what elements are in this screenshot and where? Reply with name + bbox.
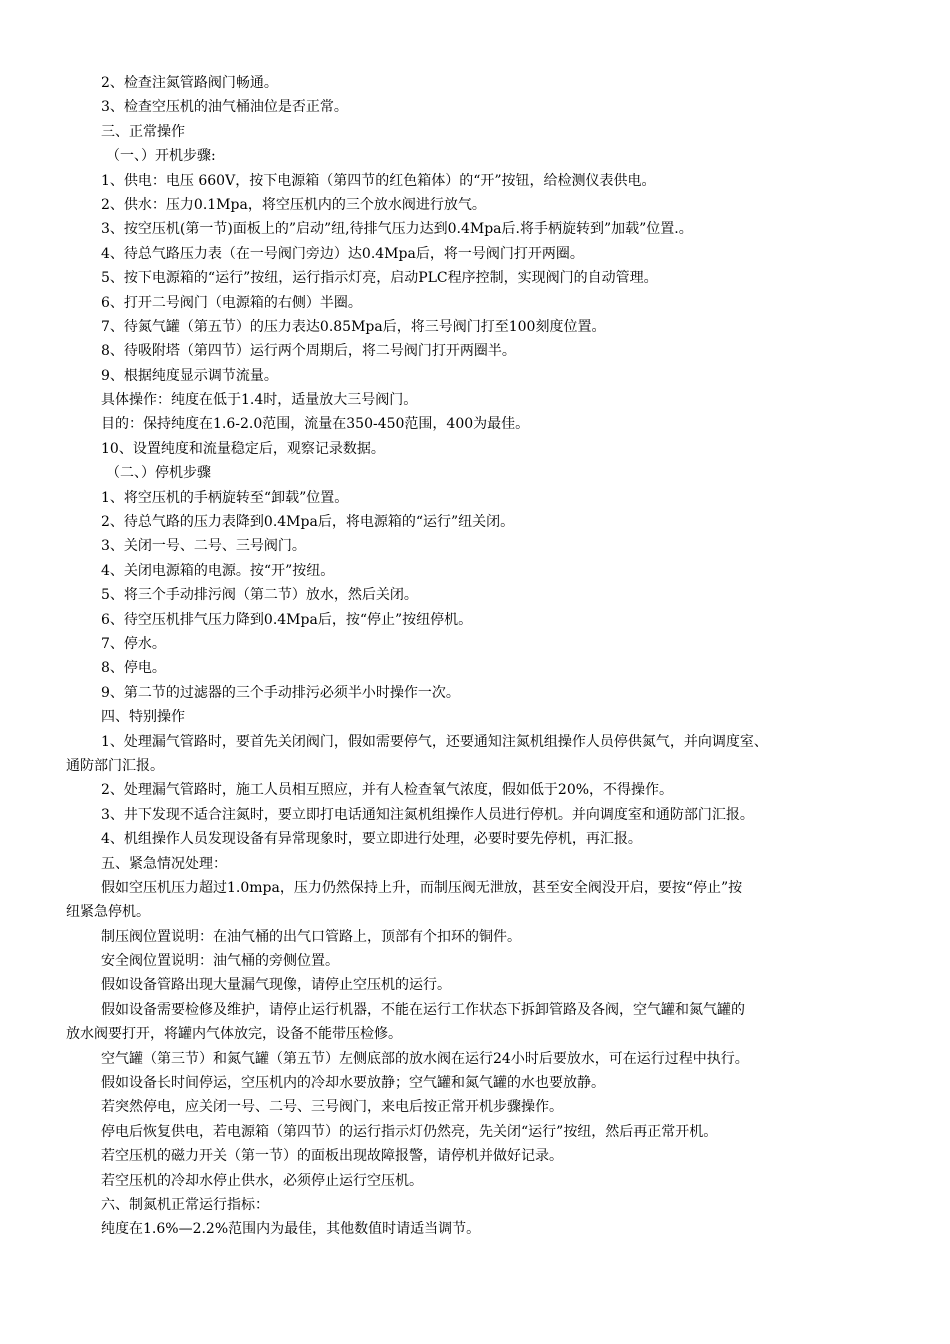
text-line: 6、打开二号阀门（电源箱的右侧）半圈。 xyxy=(101,294,362,311)
text-line: 1、供电：电压 660V，按下电源箱（第四节的红色箱体）的“开”按钮，给检测仪表供电。 xyxy=(101,172,656,189)
text-line: 2、待总气路的压力表降到0.4Mpa后，将电源箱的“运行”纽关闭。 xyxy=(101,514,515,531)
text-line: 3、关闭一号、二号、三号阀门。 xyxy=(101,538,306,555)
text-line: 10、设置纯度和流量稳定后，观察记录数据。 xyxy=(101,440,385,457)
text-line: 目的：保持纯度在1.6-2.0范围，流量在350-450范围，400为最佳。 xyxy=(101,416,530,433)
section-heading: 三、正常操作 xyxy=(101,123,185,140)
text-line: 通防部门汇报。 xyxy=(66,757,164,774)
text-line: 4、机组操作人员发现设备有异常现象时，要立即进行处理，必要时要先停机，再汇报。 xyxy=(101,831,642,848)
text-line: 3、按空压机(第一节)面板上的”启动”纽,待排气压力达到0.4Mpa后.将手柄旋转到”加载”位置.。 xyxy=(101,221,693,238)
text-line: 8、待吸附塔（第四节）运行两个周期后，将二号阀门打开两圈半。 xyxy=(101,343,516,360)
text-line: 安全阀位置说明：油气桶的旁侧位置。 xyxy=(101,953,339,970)
text-line: 纯度在1.6%—2.2%范围内为最佳，其他数值时请适当调节。 xyxy=(101,1221,481,1238)
subsection-heading: （二、）停机步骤 xyxy=(106,465,211,482)
text-line: 假如空压机压力超过1.0mpa，压力仍然保持上升，而制压阀无泄放，甚至安全阀没开启，要按“停止”按 xyxy=(101,879,743,896)
text-line: 1、将空压机的手柄旋转至“卸载”位置。 xyxy=(101,489,349,506)
text-line: 5、按下电源箱的“运行”按纽，运行指示灯亮，启动PLC程序控制，实现阀门的自动管理。 xyxy=(101,270,658,287)
text-line: 1、处理漏气管路时，要首先关闭阀门，假如需要停气，还要通知注氮机组操作人员停供氮气，并向调度室、 xyxy=(101,733,768,750)
text-line: 假如设备需要检修及维护，请停止运行机器，不能在运行工作状态下拆卸管路及各阀，空气罐和氮气罐的 xyxy=(101,1001,745,1018)
text-line: 4、关闭电源箱的电源。按“开”按纽。 xyxy=(101,562,335,579)
text-line: 3、检查空压机的油气桶油位是否正常。 xyxy=(101,99,348,116)
text-line: 7、待氮气罐（第五节）的压力表达0.85Mpa后，将三号阀门打至100刻度位置。 xyxy=(101,318,606,335)
section-heading: 五、紧急情况处理： xyxy=(101,855,227,872)
text-line: 7、停水。 xyxy=(101,635,166,652)
text-line: 2、供水：压力0.1Mpa，将空压机内的三个放水阀进行放气。 xyxy=(101,196,486,213)
text-line: 空气罐（第三节）和氮气罐（第五节）左侧底部的放水阀在运行24小时后要放水，可在运行过程中执行。 xyxy=(101,1050,749,1067)
text-line: 5、将三个手动排污阀（第二节）放水，然后关闭。 xyxy=(101,587,418,604)
text-line: 若空压机的磁力开关（第一节）的面板出现故障报警，请停机并做好记录。 xyxy=(101,1148,563,1165)
text-line: 9、根据纯度显示调节流量。 xyxy=(101,367,278,384)
text-line: 若空压机的冷却水停止供水，必须停止运行空压机。 xyxy=(101,1172,423,1189)
text-line: 若突然停电，应关闭一号、二号、三号阀门，来电后按正常开机步骤操作。 xyxy=(101,1099,563,1116)
text-line: 4、待总气路压力表（在一号阀门旁边）达0.4Mpa后，将一号阀门打开两圈。 xyxy=(101,245,584,262)
text-line: 假如设备管路出现大量漏气现像，请停止空压机的运行。 xyxy=(101,977,451,994)
text-line: 6、待空压机排气压力降到0.4Mpa后，按“停止”按纽停机。 xyxy=(101,611,473,628)
text-line: 停电后恢复供电，若电源箱（第四节）的运行指示灯仍然亮，先关闭“运行”按纽，然后再正常开机。 xyxy=(101,1123,718,1140)
text-line: 9、第二节的过滤器的三个手动排污必须半小时操作一次。 xyxy=(101,684,460,701)
text-line: 2、处理漏气管路时，施工人员相互照应，并有人检查氧气浓度，假如低于20%，不得操作。 xyxy=(101,782,674,799)
text-line: 2、检查注氮管路阀门畅通。 xyxy=(101,75,278,91)
text-line: 放水阀要打开，将罐内气体放完，设备不能带压检修。 xyxy=(66,1026,402,1043)
section-heading: 四、特别操作 xyxy=(101,709,185,726)
text-line: 具体操作：纯度在低于1.4时，适量放大三号阀门。 xyxy=(101,392,418,409)
text-line: 8、停电。 xyxy=(101,660,166,677)
text-line: 假如设备长时间停运，空压机内的冷却水要放静；空气罐和氮气罐的水也要放静。 xyxy=(101,1075,605,1092)
text-line: 纽紧急停机。 xyxy=(66,904,150,921)
subsection-heading: （一、）开机步骤: xyxy=(106,148,216,165)
text-line: 3、井下发现不适合注氮时，要立即打电话通知注氮机组操作人员进行停机。并向调度室和通防部门汇报。 xyxy=(101,806,754,823)
text-line: 制压阀位置说明：在油气桶的出气口管路上，顶部有个扣环的铜件。 xyxy=(101,928,521,945)
section-heading: 六、制氮机正常运行指标： xyxy=(101,1196,269,1213)
